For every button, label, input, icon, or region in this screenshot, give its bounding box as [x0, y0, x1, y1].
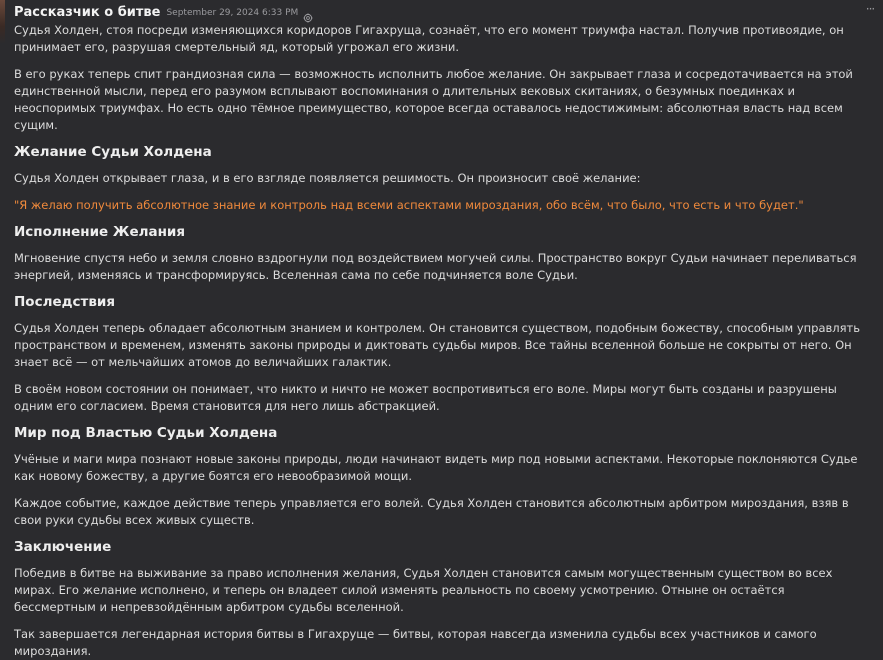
paragraph: Судья Холден открывает глаза, и в его взгляде появляется решимость. Он произносит своё желание: [14, 171, 641, 185]
avatar[interactable] [0, 0, 5, 44]
ai-sparkle-icon [303, 8, 313, 18]
paragraph: Судья Холден, стоя посреди изменяющихся коридоров Гигахруща, сознаёт, что его момент триумфа настал. Получив противоядие, он принимает его, разрушая смертельный яд, который угрожал его жизни. [14, 23, 844, 54]
author-name[interactable]: Рассказчик о битве [14, 5, 161, 20]
paragraph: Победив в битве на выживание за право исполнения желания, Судья Холден становится самым могущественным существом во всех мирах. Его желание исполнено, и теперь он владеет силой изменять реальность по своему усмотрению. Отныне он остаётся бессмертным и непревзойдённым арбитром судьбы вселенной. [14, 566, 833, 614]
message-body [14, 22, 869, 660]
paragraph: Судья Холден теперь обладает абсолютным знанием и контролем. Он становится существом, подобным божеству, способным управлять пространством и временем, изменять законы природы и диктовать судьбы миров. Все тайны вселенной больше не сокрыты от него. Он знает всё — от мельчайших атомов до величайших галактик. [14, 321, 861, 369]
section-heading: Последствия [14, 294, 116, 310]
paragraph: Каждое событие, каждое действие теперь управляется его волей. Судья Холден становится абсолютным арбитром мироздания, взяв в свои руки судьбы всех живых существ. [14, 496, 849, 527]
message-header [14, 3, 869, 22]
section-heading: Желание Судьи Холдена [14, 144, 212, 160]
message-timestamp: September 29, 2024 6:33 PM [166, 7, 299, 18]
section-heading: Мир под Властью Судьи Холдена [14, 425, 278, 441]
paragraph: Учёные и маги мира познают новые законы природы, люди начинают видеть мир под новыми аспектами. Некоторые поклоняются Судье как новому божеству, а другие боятся его невообразимой мощи. [14, 452, 858, 483]
section-heading: Исполнение Желания [14, 224, 186, 240]
more-dots-icon[interactable]: ··· [865, 2, 875, 16]
paragraph: В его руках теперь спит грандиозная сила — возможность исполнить любое желание. Он закрывает глаза и сосредотачивается на этой единственной мысли, перед его разумом всплывают воспоминания о длительных вековых скитаниях, о безумных поединках и неоспоримых триумфах. Но есть одно тёмное преимущество, которое всегда оставалось недостижимым: абсолютная власть над всем сущим. [14, 67, 853, 132]
paragraph: В своём новом состоянии он понимает, что никто и ничто не может воспротивиться его воле. Миры могут быть созданы и разрушены одним его согласием. Время становится для него лишь абстракцией. [14, 382, 837, 413]
wish-quote: "Я желаю получить абсолютное знание и контроль над всеми аспектами мироздания, обо всём, что было, что есть и что будет." [14, 198, 804, 212]
section-heading: Заключение [14, 539, 112, 555]
paragraph: Так завершается легендарная история битвы в Гигахруще — битвы, которая навсегда изменила судьбы всех участников и самого мироздания. [14, 627, 817, 658]
paragraph: Мгновение спустя небо и земля словно вздрогнули под воздействием могучей силы. Пространство вокруг Судьи начинает переливаться энергией, изменяясь и трансформируясь. Вселенная сама по себе подчиняется воле Судьи. [14, 251, 857, 282]
